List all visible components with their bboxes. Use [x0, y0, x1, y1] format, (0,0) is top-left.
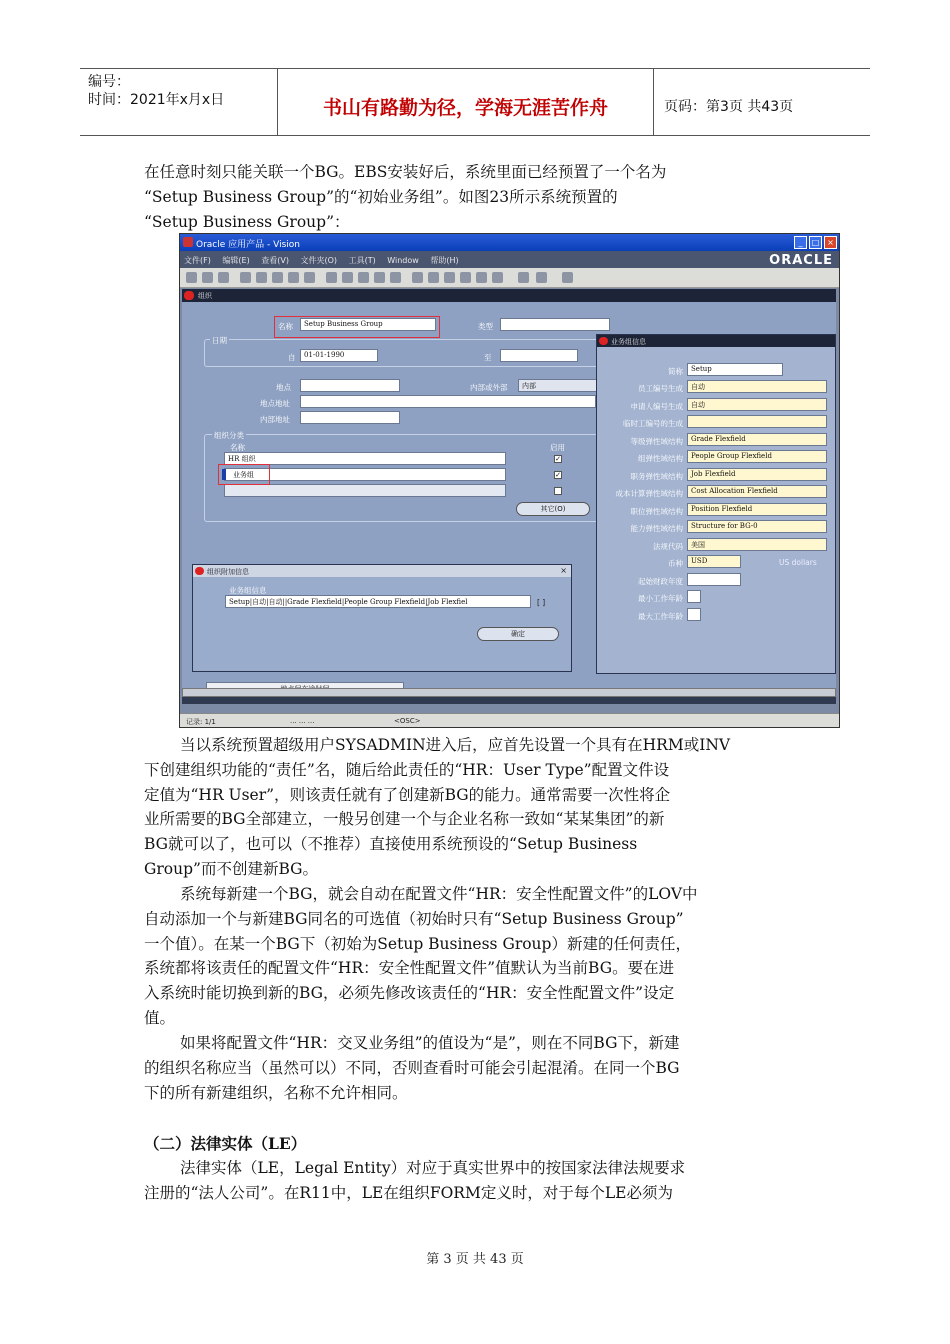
bg-field-label: 最小工作年龄 [638, 594, 683, 603]
tools-icon[interactable] [444, 272, 455, 283]
window-titlebar [180, 234, 839, 251]
enabled-checkbox[interactable]: ✓ [555, 455, 561, 463]
org-additional-info-dialog [192, 564, 572, 672]
form-titlebar [182, 289, 836, 302]
text-line: 一个值）。在某一个BG下（初始为Setup Business Group）新建的任何责任， [144, 934, 691, 953]
text-line: 注册的“法人公司”。在R11中，LE在组织FORM定义时，对于每个LE必须为 [144, 1183, 673, 1202]
paste-icon[interactable] [358, 272, 369, 283]
maximize-icon[interactable]: □ [809, 236, 822, 249]
org-name-field[interactable]: Setup Business Group [300, 318, 436, 331]
bg-field-label: 简称 [668, 367, 683, 376]
folder-icon[interactable] [304, 272, 315, 283]
internal-address-field[interactable] [300, 411, 400, 424]
employee-number-field[interactable]: 自动 [687, 380, 827, 393]
bg-field-label: 临时工编号的生成 [623, 419, 683, 428]
ok-button[interactable]: 确定 [477, 627, 559, 641]
oracle-form-icon [195, 567, 204, 575]
window-title: Oracle 应用产品 - Vision [196, 240, 300, 250]
menu-window[interactable]: Window [387, 256, 419, 265]
status-record: 记录: 1/1 [186, 718, 216, 726]
oracle-form-icon [184, 291, 194, 300]
header-page-number: 页码：第3页 共43页 [664, 99, 794, 115]
date-to-field[interactable] [500, 349, 578, 362]
location-label: 地点 [276, 383, 291, 392]
bg-field-label: 币种 [668, 559, 683, 568]
from-label: 自 [288, 353, 296, 362]
page-header [80, 68, 870, 136]
job-flex-field[interactable]: Job Flexfield [687, 468, 827, 481]
oracle-logo: ORACLE [769, 253, 833, 268]
classification-row[interactable]: HR 组织 [224, 452, 506, 465]
export-icon[interactable] [536, 272, 547, 283]
horizontal-scrollbar[interactable] [182, 688, 836, 697]
oracle-screenshot [179, 233, 840, 728]
applicant-number-field[interactable]: 自动 [687, 398, 827, 411]
bg-field-label: 员工编号生成 [638, 384, 683, 393]
close-icon[interactable]: × [824, 236, 837, 249]
new-record-icon[interactable] [374, 272, 385, 283]
status-bar [180, 713, 839, 727]
close-form-icon[interactable] [218, 272, 229, 283]
text-line: 当以系统预置超级用户SYSADMIN进入后，应首先设置一个具有在HRM或INV [180, 736, 731, 754]
text-line: 系统都将该责任的配置文件“HR：安全性配置文件”值默认为当前BG。要在进 [144, 959, 675, 978]
help-icon[interactable] [562, 272, 573, 283]
menu-folder[interactable]: 文件夹(O) [300, 256, 338, 265]
classification-row[interactable]: 业务组 [224, 468, 506, 481]
text-line: 定值为“HR User”，则该责任就有了创建新BG的能力。通常需要一次性将企 [144, 785, 671, 804]
exit-icon[interactable] [518, 272, 529, 283]
name-label: 名称 [278, 322, 293, 331]
text-line: 自动添加一个与新建BG同名的可选值（初始时只有“Setup Business Group” [144, 909, 684, 928]
short-name-field[interactable]: Setup [687, 363, 783, 376]
bg-field-label: 成本计算弹性域结构 [615, 489, 683, 498]
enabled-checkbox[interactable] [554, 487, 562, 495]
enabled-checkbox[interactable]: ✓ [555, 471, 561, 479]
text-line: 法律实体（LE，Legal Entity）对应于真实世界中的按国家法律法规要求 [180, 1159, 686, 1177]
delete-record-icon[interactable] [390, 272, 401, 283]
grade-flex-field[interactable]: Grade Flexfield [687, 433, 827, 446]
col-enabled-header: 启用 [550, 443, 565, 452]
link-icon[interactable] [476, 272, 487, 283]
text-line: BG就可以了，也可以（不推荐）直接使用系统预设的“Setup Business [144, 835, 638, 854]
paragraph-1 [144, 733, 808, 882]
page-footer: 第 3 页 共 43 页 [426, 1252, 524, 1267]
menu-edit[interactable]: 编辑(E) [222, 256, 250, 265]
bg-field-label: 起始财政年度 [638, 577, 683, 586]
oracle-form-icon [599, 337, 608, 345]
dialog-titlebar [193, 565, 571, 577]
text-line: 下创建组织功能的“责任”名，随后给此责任的“HR：User Type”配置文件设 [144, 760, 670, 779]
find-icon[interactable] [428, 272, 439, 283]
copy-icon[interactable] [342, 272, 353, 283]
type-label: 类型 [478, 322, 493, 331]
bg-field-label: 职位弹性域结构 [630, 507, 683, 516]
dates-group-label: 日期 [212, 336, 227, 345]
status-osc: <OSC> [394, 717, 421, 725]
classification-row[interactable] [224, 484, 506, 497]
paragraph-2 [144, 882, 808, 1031]
date-from-field[interactable]: 01-01-1990 [300, 349, 378, 362]
fiscal-year-field[interactable] [687, 573, 741, 586]
legislation-code-field[interactable]: 美国 [687, 538, 827, 551]
highlight-box [218, 464, 270, 485]
minimize-icon[interactable]: _ [794, 236, 807, 249]
other-button[interactable]: 其它(O) [516, 502, 590, 516]
currency-description: US dollars [779, 558, 817, 567]
menu-bar [180, 251, 839, 268]
header-meta [80, 69, 278, 135]
bg-field-label: 等级弹性域结构 [630, 437, 683, 446]
toolbar [180, 268, 839, 288]
text-line: 如果将配置文件“HR：交叉业务组”的值设为“是”，则在不同BG下，新建 [180, 1034, 680, 1052]
bg-info-field[interactable]: Setup|自动|自动||Grade Flexfield|People Group Flexfield|Job Flexfiel [225, 595, 531, 608]
bg-info-bracket[interactable]: [ ] [537, 598, 546, 607]
business-group-info-panel [596, 334, 836, 674]
cut-icon[interactable] [326, 272, 337, 283]
text-line: 值。 [144, 1008, 176, 1027]
text-line: 业所需要的BG全部建立，一般另创建一个与企业名称一致如“某某集团”的新 [144, 810, 665, 829]
currency-field[interactable]: USD [687, 555, 741, 568]
position-flex-field[interactable]: Position Flexfield [687, 503, 827, 516]
location-field[interactable] [300, 379, 400, 392]
bg-field-label: 职务弹性域结构 [630, 472, 683, 481]
classification-group-label: 组织分类 [214, 431, 244, 440]
to-label: 至 [484, 353, 492, 362]
text-line: “Setup Business Group”： [144, 212, 350, 231]
flag-icon[interactable] [460, 272, 471, 283]
min-age-field[interactable] [687, 590, 701, 603]
status-dots: ... ... ... [290, 717, 315, 725]
section-title: （二）法律实体（LE） [144, 1134, 307, 1153]
group-flex-field[interactable]: People Group Flexfield [687, 450, 827, 463]
panel-titlebar [597, 335, 835, 347]
text-line: 系统每新建一个BG，就会自动在配置文件“HR：安全性配置文件”的LOV中 [180, 885, 698, 903]
location-address-label: 地点地址 [260, 399, 290, 408]
print-icon[interactable] [202, 272, 213, 283]
text-line: 入系统时能切换到新的BG，必须先修改该责任的“HR：安全性配置文件”设定 [144, 984, 675, 1003]
bg-field-label: 组弹性域结构 [638, 454, 683, 463]
bg-field-label: 能力弹性域结构 [630, 524, 683, 533]
header-motto: 书山有路勤为径，学海无涯苦作舟 [278, 69, 654, 135]
int-ext-label: 内部或外部 [470, 383, 508, 392]
panel-title: 业务组信息 [611, 338, 646, 346]
intro-text [144, 160, 808, 234]
contingent-number-field[interactable] [687, 415, 827, 428]
competence-flex-field[interactable]: Structure for BG-0 [687, 520, 827, 533]
header-date: 时间：2021年x月x日 [88, 92, 225, 108]
text-line: “Setup Business Group”的“初始业务组”。如图23所示系统预置的 [144, 187, 618, 206]
internal-address-label: 内部地址 [260, 415, 290, 424]
edit-icon[interactable] [412, 272, 423, 283]
max-age-field[interactable] [687, 608, 701, 621]
form-title: 组织 [198, 292, 212, 300]
window-icon[interactable] [492, 272, 503, 283]
navigator-icon[interactable] [240, 272, 251, 283]
menu-tools[interactable]: 工具(T) [348, 256, 376, 265]
text-line: 下的所有新建组织，名称不允许相同。 [144, 1083, 408, 1102]
menu-view[interactable]: 查看(V) [261, 256, 289, 265]
dialog-title: 组织附加信息 [207, 568, 249, 576]
close-icon[interactable]: × [560, 566, 567, 575]
text-line: Group”而不创建新BG。 [144, 859, 319, 878]
bg-info-label: 业务组信息 [229, 586, 267, 595]
type-field[interactable] [500, 318, 610, 331]
location-address-field[interactable] [300, 395, 596, 408]
attach-icon[interactable] [288, 272, 299, 283]
menu-file[interactable]: 文件(F) [184, 256, 211, 265]
text-line: 在任意时刻只能关联一个BG。EBS安装好后，系统里面已经预置了一个名为 [144, 163, 667, 181]
app-icon [183, 237, 193, 247]
zoom-icon[interactable] [256, 272, 267, 283]
save-icon[interactable] [186, 272, 197, 283]
bg-field-label: 最大工作年龄 [638, 612, 683, 621]
translate-icon[interactable] [272, 272, 283, 283]
col-name-header: 名称 [230, 443, 245, 452]
paragraph-4 [144, 1156, 808, 1206]
int-ext-field[interactable]: 内部 [518, 379, 598, 392]
header-number: 编号： [88, 74, 130, 90]
paragraph-3 [144, 1031, 808, 1105]
bg-field-label: 申请人编号生成 [630, 402, 683, 411]
menu-help[interactable]: 帮助(H) [430, 256, 459, 265]
bg-field-label: 法规代码 [653, 542, 683, 551]
text-line: 的组织名称应当（虽然可以）不同，否则查看时可能会引起混淆。在同一个BG [144, 1058, 680, 1077]
cost-flex-field[interactable]: Cost Allocation Flexfield [687, 485, 827, 498]
